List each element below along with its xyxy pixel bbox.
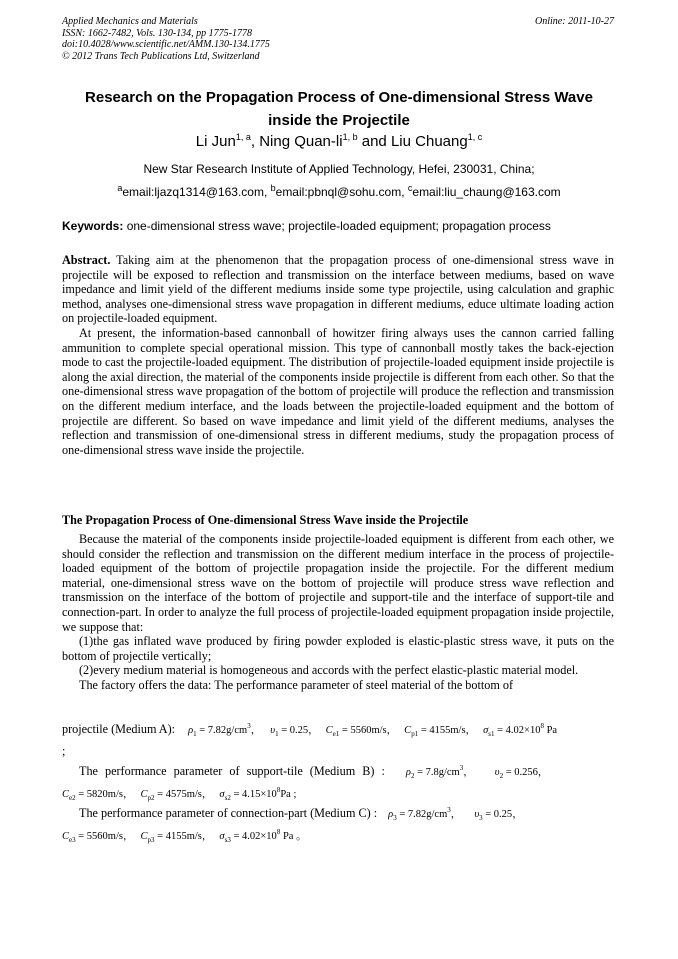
medium-a-params [62,722,614,738]
medium-c-yield: $\sigma_{s3} = 4.02\times 10^8$ Pa 。 [219,828,307,844]
medium-a-lead: projectile (Medium A): [62,722,176,736]
medium-a-elastic-speed: $C_{e1} = 5560m/s$， [325,725,398,738]
author-1: Li Jun [195,133,236,150]
medium-a-poisson: $\upsilon_1 = 0.25$， [270,725,319,738]
medium-c-plastic-speed: $C_{p3} = 4155m/s$， [140,831,213,844]
medium-c-lead: The performance parameter of connection-part (Medium C) : [79,806,378,820]
email-1: email:ljazq1314@163.com, [122,185,271,199]
section-paragraph-1: Because the material of the components inside projectile-loaded equipment is different from each other, we should consider the reflection and transmission on the different medium interface in the process of projectile-loaded equipment of the bottom of projectile propagation inside the projectile. For the different medium material, one-dimensional stress wave on the bottom of projectile will produce stress wave reflection and transmission on the interface of the bottom of projectile and support-tile and the interface of support-tile and connection-part. In order to analyze the full process of projectile-loaded equipment propagation inside projectile, we suppose that: [62,532,614,634]
email-3-mark: c [407,183,413,193]
online-date: Online: 2011-10-27 [535,16,614,27]
medium-c-elastic-speed: $C_{e3} = 5560m/s$， [62,831,134,844]
medium-c-params [79,806,614,822]
author-3: Liu Chuang [390,133,468,150]
intro-paragraph: At present, the information-based cannonball of howitzer firing always uses the cannon carried falling ammunition to complete special operational mission. This type of cannonball mostly takes the back-ejection mode to cast the projectile-loaded equipment. The distribution of projectile-loaded equipment inside projectile is along the axial direction, the material of the components inside projectile is different from each other. So that the one-dimensional stress wave propagation of the bottom of projectile will produce the reflection and transmission on the different medium interface, and the loads between the projectile-loaded equipment and the bottom of projectile are different. So based on wave impedance and limit yield of the different mediums, analyses the reflection and transmission of one-dimensional stress in different mediums, study the propagation process of one-dimensional stress wave inside the projectile. [62,325,614,457]
keywords-label: Keywords: [62,219,124,233]
medium-b-params-2 [62,786,614,802]
medium-b-poisson: $\upsilon_2 = 0.256$， [494,767,549,780]
journal-header [62,16,270,62]
affiliation: New Star Research Institute of Applied Technology, Hefei, 230031, China; [143,162,535,176]
medium-b-params [79,764,614,780]
section-body [62,532,614,693]
title-line-1: Research on the Propagation Process of One-dimensional Stress Wave [85,89,593,106]
medium-a-density: $\rho_1 = 7.82g/cm^3$， [188,722,262,738]
abstract-paragraph [62,253,614,326]
medium-b-yield: $\sigma_{s2} = 4.15\times 10^8Pa$ ; [219,786,297,802]
factory-data-intro: The factory offers the data: The performance parameter of steel material of the bottom of [79,677,514,692]
email-1-mark: a [117,183,123,193]
abstract-text: Taking aim at the phenomenon that the propagation process of one-dimensional stress wave in projectile will be exposed to reflection and transmission on the interface between mediums, based on wave impedance and limit yield of the different mediums inside some type projectile, using calculation and graphic method, analyses one-dimensional stress wave propagation in different mediums, educe ultimate loading action on projectile-loaded equipment. [62,253,614,326]
paper-title [40,86,638,132]
journal-name: Applied Mechanics and Materials [62,16,198,27]
author-sep: and [357,133,391,150]
email-2-mark: b [270,183,276,193]
assumption-1: (1)the gas inflated wave produced by firing powder exploded is elastic-plastic stress wave, it puts on the bottom of projectile vertically; [62,634,614,663]
medium-a-yield: $\sigma_{s1} = 4.02\times 10^8$ Pa [483,722,558,738]
issn: ISSN: 1662-7482, Vols. 130-134, pp 1775-1778 [62,27,252,39]
abstract-label: Abstract. [62,253,111,267]
email-2: email:pbnql@sohu.com, [275,185,408,199]
author-2-affil: 1, b [342,132,358,142]
medium-b-elastic-speed: $C_{e2} = 5820m/s$， [62,789,134,802]
medium-c-poisson: $\upsilon_3 = 0.25$， [474,809,523,822]
author-list [40,132,638,150]
doi: doi:10.4028/www.scientific.net/AMM.130-134.1775 [62,39,270,50]
email-3: email:liu_chaung@163.com [412,185,561,199]
keywords [62,219,551,233]
medium-a-end: ; [62,744,66,758]
section-heading: The Propagation Process of One-dimensional Stress Wave inside the Projectile [62,513,469,527]
medium-a-plastic-speed: $C_{p1} = 4155m/s$， [404,725,477,738]
keywords-text: one-dimensional stress wave; projectile-loaded equipment; propagation process [123,219,551,233]
medium-b-lead: The performance parameter of support-tile (Medium B) : [79,764,385,778]
title-line-2: inside the Projectile [268,112,410,129]
author-3-affil: 1, c [467,132,483,142]
copyright: © 2012 Trans Tech Publications Ltd, Switzerland [62,50,260,62]
author-2: Ning Quan-li [259,133,343,150]
assumption-2: (2)every medium material is homogeneous and accords with the perfect elastic-plastic material model. [79,663,579,678]
author-sep: , [250,133,260,150]
author-1-affil: 1, a [235,132,251,142]
medium-b-plastic-speed: $C_{p2} = 4575m/s$， [140,789,213,802]
author-emails [40,183,638,199]
medium-c-params-2 [62,828,614,844]
medium-c-density: $\rho_3 = 7.82g/cm^3$， [388,806,462,822]
abstract-block [62,253,614,457]
medium-b-density: $\rho_2 = 7.8g/cm^3$， [405,764,474,780]
